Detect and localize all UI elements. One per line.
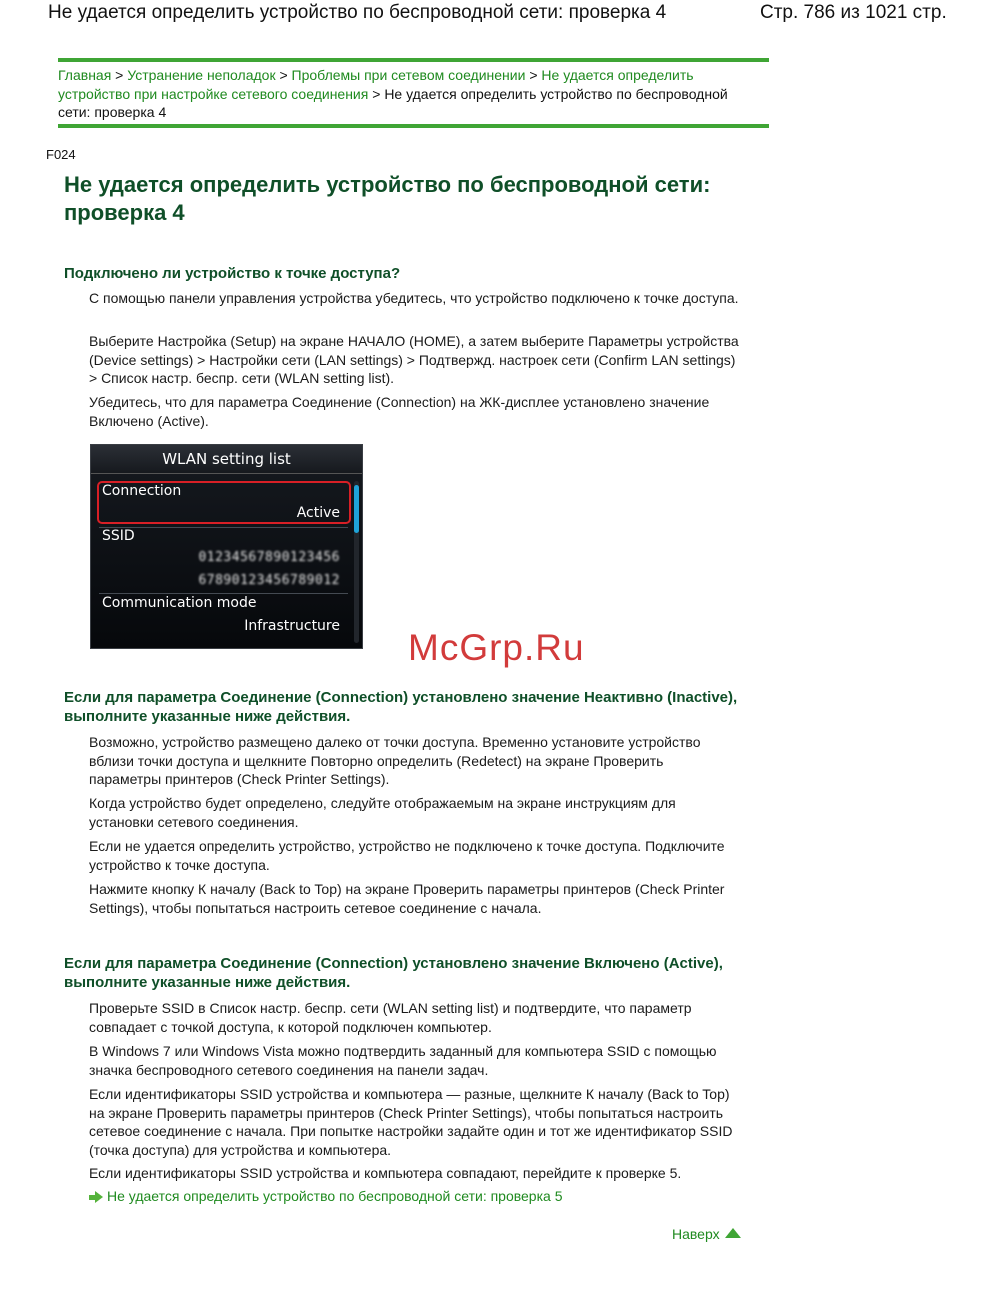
lcd-mode-label: Communication mode (102, 595, 257, 611)
lcd-mode-value: Infrastructure (244, 618, 340, 634)
watermark: McGrp.Ru (408, 627, 585, 668)
paragraph: В Windows 7 или Windows Vista можно подтвердить заданный для компьютера SSID с помощью значка беспроводного сетевого соединения на панели задач. (89, 1043, 717, 1078)
page-header-title: Не удается определить устройство по беспроводной сети: проверка 4 (48, 2, 667, 23)
paragraph: Если идентификаторы SSID устройства и компьютера — разные, щелкните К началу (Back to Top) на экране Проверить параметры принтеров (Check Printer Settings), чтобы попытаться настроить сетевое соединение с начала. При попытке настройки задайте один и тот же идентификатор SSID (точка доступа) для устройства и компьютера. (89, 1086, 733, 1158)
lcd-ssid-value-line2: 67890123456789012 (198, 573, 340, 588)
section-heading-inactive: Если для параметра Соединение (Connection) установлено значение Неактивно (Inactive), выполните указанные ниже действия. (64, 689, 738, 725)
lcd-ssid-label: SSID (102, 528, 135, 544)
next-check-link-label: Не удается определить устройство по беспроводной сети: проверка 5 (107, 1188, 563, 1204)
paragraph: Убедитесь, что для параметра Соединение (Connection) на ЖК-дисплее установлено значение Включено (Active). (89, 394, 710, 429)
breadcrumb-link-network-problems[interactable]: Проблемы при сетевом соединении (291, 67, 526, 83)
breadcrumb-bottom-rule (58, 124, 769, 128)
section-heading-active: Если для параметра Соединение (Connection) установлено значение Включено (Active), выполните указанные ниже действия. (64, 955, 723, 991)
paragraph: Нажмите кнопку К началу (Back to Top) на экране Проверить параметры принтеров (Check Printer Settings), чтобы попытаться настроить сетевое соединение с начала. (89, 881, 725, 916)
paragraph: Выберите Настройка (Setup) на экране НАЧАЛО (HOME), а затем выберите Параметры устройства (Device settings) > Настройки сети (LAN settings) > Подтвержд. настроек сети (Confirm LAN settings) > Список настр. беспр. сети (WLAN setting list). (89, 333, 739, 386)
breadcrumb-current: Не удается определить устройство по беспроводной сети: проверка 4 (58, 85, 728, 120)
breadcrumb-link-cannot-detect[interactable]: Не удается определить устройство при настройке сетевого соединения (58, 67, 694, 102)
paragraph: Когда устройство будет определено, следуйте отображаемым на экране инструкциям для установки сетевого соединения. (89, 795, 676, 830)
breadcrumb (58, 66, 763, 122)
back-to-top-label: Наверх (672, 1226, 720, 1242)
lcd-ssid-value-line1: 01234567890123456 (198, 550, 340, 565)
paragraph: Если идентификаторы SSID устройства и компьютера совпадают, перейдите к проверке 5. (89, 1165, 682, 1181)
lcd-divider (99, 593, 348, 594)
breadcrumb-separator: > (275, 67, 292, 83)
breadcrumb-separator: > (368, 85, 385, 102)
breadcrumb-link-home[interactable]: Главная (58, 67, 112, 83)
lcd-title: WLAN setting list (91, 445, 362, 474)
breadcrumb-top-rule (58, 58, 769, 62)
arrow-up-icon (725, 1228, 741, 1238)
section-heading-connected: Подключено ли устройство к точке доступа? (64, 265, 401, 282)
next-check-link[interactable] (89, 1188, 563, 1204)
breadcrumb-separator: > (111, 67, 128, 83)
lcd-screenshot (90, 444, 363, 649)
breadcrumb-separator: > (525, 67, 542, 83)
back-to-top-link[interactable] (672, 1226, 741, 1242)
paragraph: С помощью панели управления устройства убедитесь, что устройство подключено к точке доступа. (89, 290, 739, 306)
breadcrumb-link-troubleshooting[interactable]: Устранение неполадок (127, 67, 276, 83)
page-counter: Стр. 786 из 1021 стр. (760, 2, 947, 23)
lcd-connection-value: Active (296, 505, 340, 521)
page-title: Не удается определить устройство по беспроводной сети: проверка 4 (64, 172, 711, 225)
paragraph: Проверьте SSID в Список настр. беспр. сети (WLAN setting list) и подтвердите, что параметр совпадает с точкой доступа, к которой подключен компьютер. (89, 1000, 692, 1035)
lcd-connection-label: Connection (102, 483, 182, 499)
topic-code: F024 (46, 147, 76, 162)
paragraph: Если не удается определить устройство, устройство не подключено к точке доступа. Подключите устройство к точке доступа. (89, 838, 725, 873)
lcd-divider (99, 527, 348, 528)
lcd-scrollbar-thumb (354, 485, 359, 533)
paragraph: Возможно, устройство размещено далеко от точки доступа. Временно установите устройство вблизи точки доступа и щелкните Повторно определить (Redetect) на экране Проверить параметры принтеров (Check Printer Settings). (89, 734, 701, 787)
